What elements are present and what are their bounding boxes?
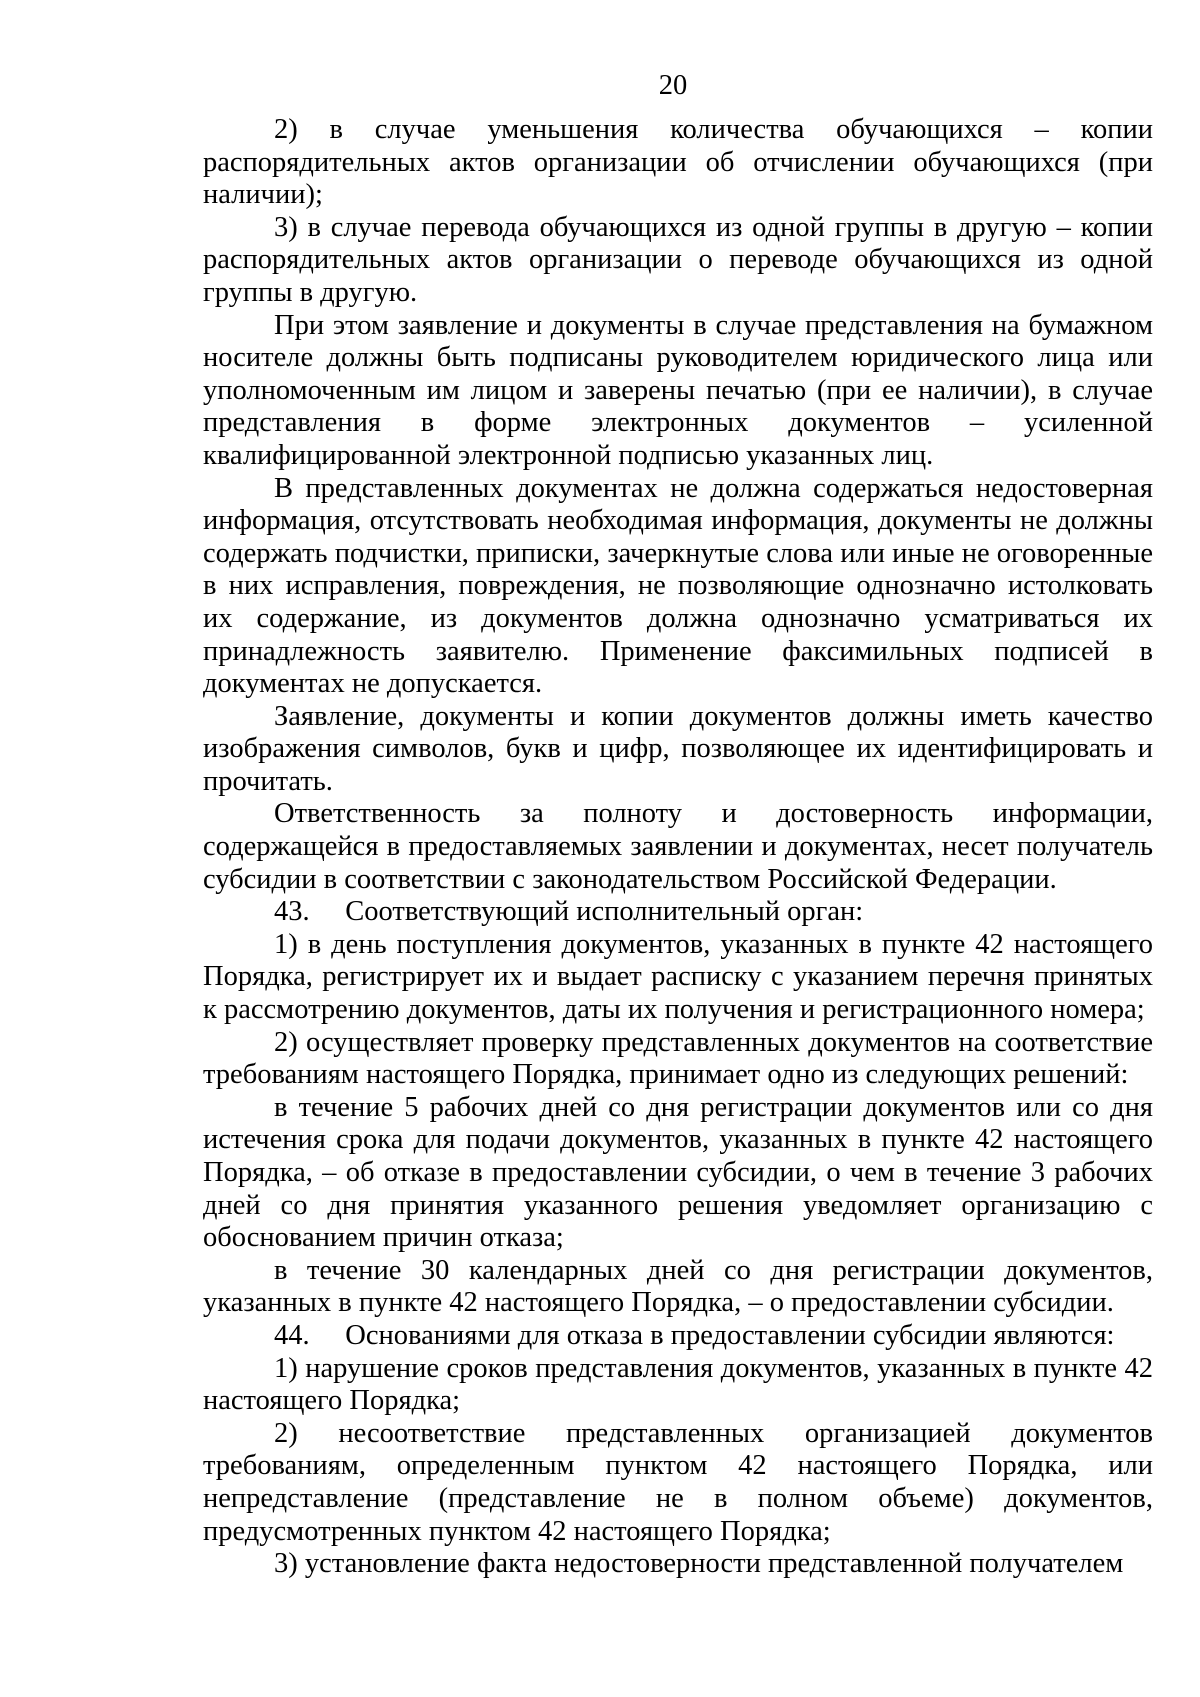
paragraph-section-43: 43. Соответствующий исполнительный орган: xyxy=(274,896,864,928)
paragraph-item-3-transfer: 3) в случае перевода обучающихся из одной группы в другую – копии распорядительных актов организации о переводе обучающихся из одной группы в другую. xyxy=(203,211,1153,308)
paragraph-item-2-reduction: 2) в случае уменьшения количества обучающихся – копии распорядительных актов организации об отчислении обучающихся (при наличии); xyxy=(203,114,1153,211)
paragraph-grant-term: в течение 30 календарных дней со дня регистрации документов, указанных в пункте 42 настоящего Порядка, – о предоставлении субсидии. xyxy=(203,1254,1153,1319)
paragraph-document-integrity: В представленных документах не должна содержаться недостоверная информация, отсутствовать необходимая информация, документы не должны содержать подчистки, приписки, зачеркнутые слова или иные не оговоренные в них исправления, повреждения, не позволяющие однозначно истолковать их содержание, из документов должна однозначно усматриваться их принадлежность заявителю. Применение факсимильных подписей в документах не допускается. xyxy=(203,472,1153,700)
paragraph-44-item-2: 2) несоответствие представленных организацией документов требованиям, определенным пунктом 42 настоящего Порядка, или непредставление (представление не в полном объеме) документов, предусмотренных пунктом 42 настоящего Порядка; xyxy=(203,1417,1153,1547)
paragraph-section-44: 44. Основаниями для отказа в предоставлении субсидии являются: xyxy=(274,1319,1115,1351)
paragraph-image-quality: Заявление, документы и копии документов должны иметь качество изображения символов, букв и цифр, позволяющее их идентифицировать и прочитать. xyxy=(203,700,1153,797)
document-body xyxy=(203,114,1153,1581)
paragraph-43-item-1: 1) в день поступления документов, указанных в пункте 42 настоящего Порядка, регистрирует их и выдает расписку с указанием перечня принятых к рассмотрению документов, даты их получения и регистрационного номера; xyxy=(203,928,1153,1026)
paragraph-responsibility: Ответственность за полноту и достоверность информации, содержащейся в предоставляемых заявлении и документах, несет получатель субсидии в соответствии с законодательством Российской Федерации. xyxy=(203,798,1153,895)
paragraph-43-item-2: 2) осуществляет проверку представленных документов на соответствие требованиям настоящего Порядка, принимает одно из следующих решений: xyxy=(203,1026,1153,1091)
paragraph-refusal-term: в течение 5 рабочих дней со дня регистрации документов или со дня истечения срока для подачи документов, указанных в пункте 42 настоящего Порядка, – об отказе в предоставлении субсидии, о чем в течение 3 рабочих дней со дня принятия указанного решения уведомляет организацию с обоснованием причин отказа; xyxy=(203,1091,1153,1254)
paragraph-signature-requirements: При этом заявление и документы в случае представления на бумажном носителе должны быть подписаны руководителем юридического лица или уполномоченным им лицом и заверены печатью (при ее наличии), в случае представления в форме электронных документов – усиленной квалифицированной электронной подписью указанных лиц. xyxy=(203,309,1153,471)
paragraph-44-item-1: 1) нарушение сроков представления документов, указанных в пункте 42 настоящего Порядка; xyxy=(203,1352,1153,1417)
paragraph-44-item-3: 3) установление факта недостоверности представленной получателем xyxy=(274,1548,1124,1580)
page-number: 20 xyxy=(658,70,688,101)
